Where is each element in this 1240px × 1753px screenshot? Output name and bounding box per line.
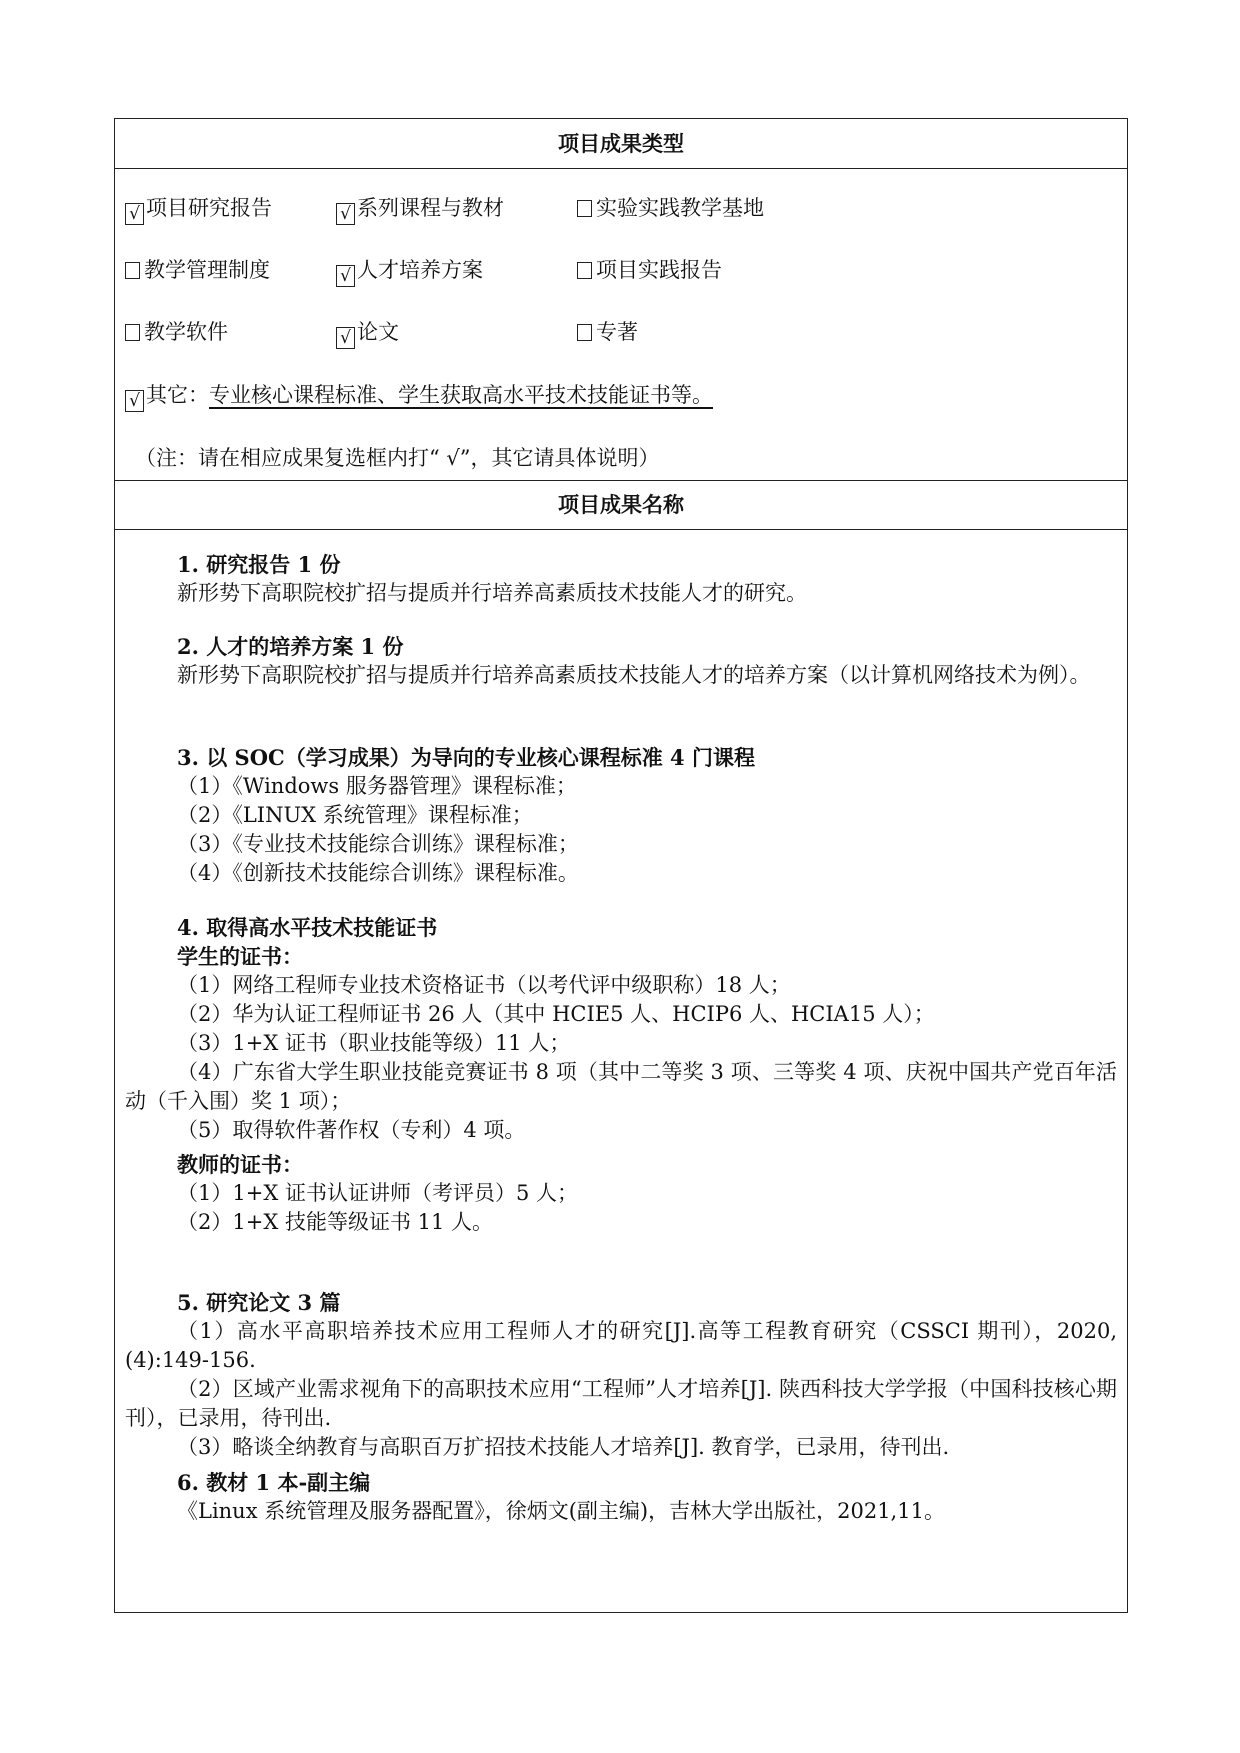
teachers-certificates-label: 教师的证书：	[177, 1152, 303, 1177]
other-description[interactable]: 专业核心课程标准、学生获取高水平技术技能证书等。	[209, 383, 713, 407]
divider	[115, 168, 1127, 169]
list-item: （2）区域产业需求视角下的高职技术应用“工程师”人才培养[J]. 陕西科技大学学报（中国科技核心期刊），已录用，待刊出.	[125, 1377, 1117, 1430]
checkbox-unchecked[interactable]	[125, 262, 140, 279]
checkbox-checked[interactable]: √	[125, 390, 144, 412]
option-label: 人才培养方案	[357, 258, 483, 282]
checkbox-unchecked[interactable]	[125, 324, 140, 341]
checkbox-option-practice-report[interactable]	[577, 255, 722, 285]
section-certificates	[125, 913, 1117, 1237]
list-item: （3）略谈全纳教育与高职百万扩招技术技能人才培养[J]. 教育学，已录用，待刊出.	[177, 1435, 950, 1459]
section-course-standards	[125, 743, 1117, 888]
checkbox-option-management-system[interactable]	[125, 255, 270, 285]
section-text: 新形势下高职院校扩招与提质并行培养高素质技术技能人才的培养方案（以计算机网络技术为例）。	[177, 663, 1091, 687]
list-item: （5）取得软件著作权（专利）4 项。	[177, 1118, 526, 1142]
checkbox-checked[interactable]: √	[336, 265, 355, 287]
option-label: 项目研究报告	[146, 196, 272, 220]
option-label: 实验实践教学基地	[596, 196, 764, 220]
option-label: 专著	[596, 320, 638, 344]
list-item: （4）《创新技术技能综合训练》课程标准。	[177, 861, 579, 885]
section-heading: 2. 人才的培养方案 1 份	[177, 634, 404, 659]
section-training-plan	[125, 632, 1117, 690]
name-section-title: 项目成果名称	[558, 492, 684, 517]
list-item: （1）1+X 证书认证讲师（考评员）5 人；	[177, 1181, 578, 1205]
list-item: （3）《专业技术技能综合训练》课程标准；	[177, 832, 579, 856]
section-heading: 6. 教材 1 本-副主编	[177, 1470, 371, 1495]
checkbox-option-paper[interactable]	[336, 317, 399, 349]
list-item: （1）《Windows 服务器管理》课程标准；	[177, 774, 577, 798]
checkbox-option-training-plan[interactable]	[336, 255, 483, 287]
section-research-report	[125, 550, 1117, 608]
checkbox-checked[interactable]: √	[125, 203, 144, 225]
checkbox-checked[interactable]: √	[336, 327, 355, 349]
section-heading: 5. 研究论文 3 篇	[177, 1290, 341, 1315]
option-label: 论文	[357, 320, 399, 344]
section-textbook	[125, 1468, 1117, 1526]
checkbox-unchecked[interactable]	[577, 324, 592, 341]
checkbox-option-course-materials[interactable]	[336, 193, 504, 225]
option-label: 教学管理制度	[144, 258, 270, 282]
list-item: （1）高水平高职培养技术应用工程师人才的研究[J].高等工程教育研究（CSSCI 期刊），2020,(4):149-156.	[125, 1319, 1117, 1372]
checkbox-unchecked[interactable]	[577, 200, 592, 217]
divider	[115, 529, 1127, 530]
results-form-table	[114, 118, 1128, 1613]
section-papers	[125, 1288, 1117, 1462]
checkbox-option-monograph[interactable]	[577, 317, 638, 347]
checkbox-option-research-report[interactable]	[125, 193, 272, 225]
checkbox-unchecked[interactable]	[577, 262, 592, 279]
checkbox-option-software[interactable]	[125, 317, 228, 347]
list-item: （3）1+X 证书（职业技能等级）11 人；	[177, 1031, 571, 1055]
list-item: （2）1+X 技能等级证书 11 人。	[177, 1210, 494, 1234]
section-heading: 4. 取得高水平技术技能证书	[177, 915, 438, 940]
instruction-note: （注：请在相应成果复选框内打“ √”，其它请具体说明）	[135, 446, 660, 470]
section-heading: 3. 以 SOC（学习成果）为导向的专业核心课程标准 4 门课程	[177, 745, 755, 770]
option-label: 教学软件	[144, 320, 228, 344]
type-section-title: 项目成果类型	[558, 131, 684, 156]
students-certificates-label: 学生的证书：	[177, 944, 303, 969]
other-label: 其它：	[146, 383, 209, 407]
section-text: 《Linux 系统管理及服务器配置》，徐炳文(副主编)，吉林大学出版社，2021,11。	[177, 1499, 945, 1523]
option-label: 系列课程与教材	[357, 196, 504, 220]
checkbox-checked[interactable]: √	[336, 203, 355, 225]
list-item: （2）《LINUX 系统管理》课程标准；	[177, 803, 533, 827]
list-item: （4）广东省大学生职业技能竞赛证书 8 项（其中二等奖 3 项、三等奖 4 项、庆祝中国共产党百年活动（千入围）奖 1 项）；	[125, 1060, 1117, 1113]
checkbox-option-practice-base[interactable]	[577, 193, 764, 223]
checkbox-option-other[interactable]	[125, 380, 720, 412]
list-item: （1）网络工程师专业技术资格证书（以考代评中级职称）18 人；	[177, 973, 791, 997]
section-text: 新形势下高职院校扩招与提质并行培养高素质技术技能人才的研究。	[177, 581, 807, 605]
option-label: 项目实践报告	[596, 258, 722, 282]
list-item: （2）华为认证工程师证书 26 人（其中 HCIE5 人、HCIP6 人、HCIA15 人）；	[177, 1002, 935, 1026]
section-heading: 1. 研究报告 1 份	[177, 552, 341, 577]
